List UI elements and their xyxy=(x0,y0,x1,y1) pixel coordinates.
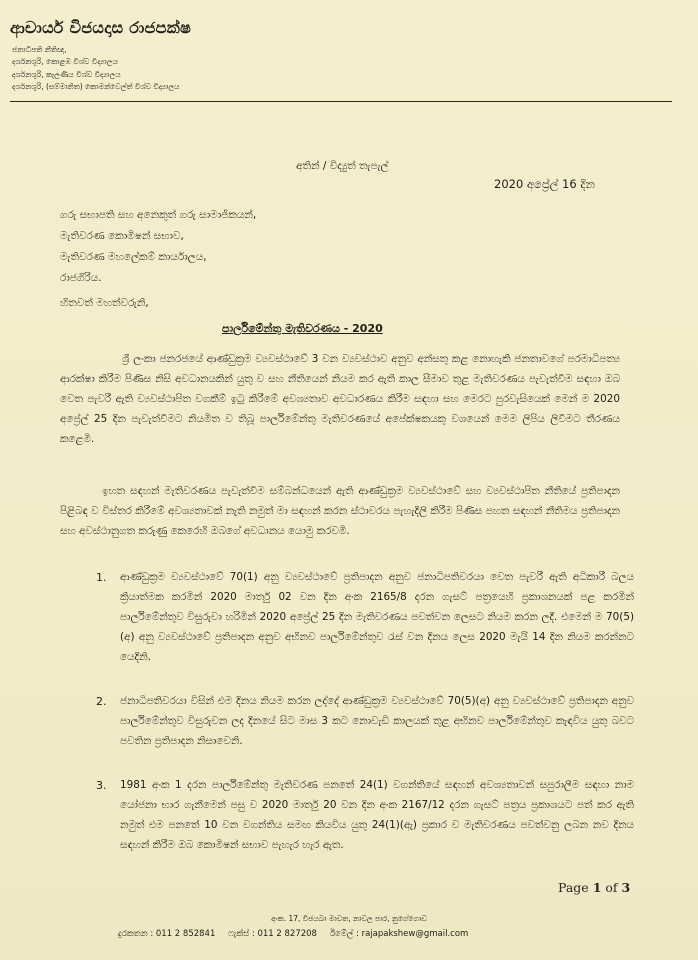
point-number: 2. xyxy=(96,695,107,708)
page-of-label: of xyxy=(605,880,618,895)
page-total: 3 xyxy=(621,880,631,895)
body-paragraph: ඉහත සඳහන් මැතිවරණය පැවැත්වීම සම්බන්ධයෙන් ඇති ආණ්ඩුක්‍රම ව්‍යවස්ථාවේ සහ ව්‍යවස්ථාපිත නීතියේ ප්‍රතිපාදන පිළිබඳ ව විස්තර කිරීමේ අවශ්‍යතාවක් නැති නමුත් මා සඳහන් කරන ස්ථාවරය පැහැදිලි කිරීම පිණිස පහත සඳහන් නීතිමය ප්‍රතිපාදන සහ අවස්ථානුගත කරුණු කෙරෙහි ඔබගේ අවධානය යොමු කරවමි. xyxy=(60,485,620,537)
point-text: 1981 අංක 1 දරන පාර්ලිමේන්තු මැතිවරණ පනතේ 24(1) වගන්තියේ සඳහන් අවශ්‍යතාවන් සපුරාලීම සඳහා නාම යෝජනා භාර ගැනීමෙන් පසු ව 2020 මාර්තු 20 වන දින අංක 2167/12 දරන ගැසට් පත්‍රය ප්‍රකාශයට පත් කර ඇති නමුත් එම පනතේ 10 වන වගන්තිය සමඟ කියවිය යුතු 24(1)(ඇ) ප්‍රකාර ව මැතිවරණය පවත්වනු ලබන නව දිනය සඳහන් කිරීම ඔබ කොමිෂන් සභාව පැහැර හැර ඇත. xyxy=(120,779,634,851)
letterhead-divider xyxy=(10,101,672,102)
salutation: හිතවත් මහත්වරුනි, xyxy=(60,297,149,309)
letterhead-titles xyxy=(12,44,179,94)
subject-heading: පාර්ලිමේන්තු මැතිවරණය - 2020 xyxy=(222,322,383,335)
footer-email: ඊමේල් : rajapakshew@gmail.com xyxy=(329,929,469,939)
point-text: ජනාධිපතිවරයා විසින් එම දිනය නියම කරන ලද්දේ ආණ්ඩුක්‍රම ව්‍යවස්ථාවේ 70(5)(අ) අනු ව්‍යවස්ථාවේ ප්‍රතිපාදන අනුව පාර්ලිමේන්තුව විසුරුවන ලද දිනයේ සිට මාස 3 කට නොවැඩි කාලයක් තුළ අභිනව පාර්ලිමේන්තුව කැඳවිය යුතු බවට පවතින ප්‍රතිපාදන නිසාවෙනි. xyxy=(120,695,634,747)
footer-address: අංක. 17, විජයබා මාවත, නාවල පාර, නුගේගොඩ xyxy=(271,914,427,923)
footer-contacts xyxy=(118,929,478,939)
recipient-line: රාජගිරිය. xyxy=(60,272,102,284)
point-text: ආණ්ඩුක්‍රම ව්‍යවස්ථාවේ 70(1) අනු ව්‍යවස්ථාවේ ප්‍රතිපාදන අනුව ජනාධිපතිවරයා වෙත පැවරී ඇති අධිකාරී බලය ක්‍රියාත්මක කරමින් 2020 මාර්තු 02 වන දින අංක 2165/8 දරන ගැසට් පත්‍රයෙහි ප්‍රකාශනයක් පළ කරමින් පාර්ලිමේන්තුව විසුරුවා හරිමින් 2020 අප්‍රේල් 25 දින මැතිවරණය පවත්වන ලෙසට නියම කරන ලදී. එමෙන් ම 70(5)(අ) අනු ව්‍යවස්ථාවේ ප්‍රතිපාදන අනුව අභිනව පාර්ලිමේන්තුව රැස් වන දිනය ලෙස 2020 මැයි 14 දින නියම කරන්නට යෙදිනි. xyxy=(120,571,634,663)
footer-fax: ෆැක්ස් : 011 2 827208 xyxy=(228,929,317,939)
recipient-line: මැතිවරණ කොමිෂන් සභාව, xyxy=(60,230,184,242)
letterhead-title: ජනාධිපති නීතිඥ, xyxy=(12,45,67,54)
recipient-line: මැතිවරණ මහලේකම් කාර්යාලය, xyxy=(60,251,207,263)
recipient-line: ගරු සභාපති සහ අනෙකුත් ගරු සාමාජිකයන්, xyxy=(60,209,257,221)
letterhead-title: දර්ශනශූරි, (සම්මානිත) කොමන්වෙල්ත් විශ්ව විද්‍යාලය xyxy=(12,82,180,92)
letterhead-title: දර්ශනශූරි, කැලණිය විශ්ව විද්‍යාලය xyxy=(12,69,121,79)
body-paragraph: ශ්‍රී ලංකා ජනරජයේ ආණ්ඩුක්‍රම ව්‍යවස්ථාවේ 3 වන ව්‍යවස්ථාව අනුව අන්සතු කළ නොහැකි ජනතාවගේ පරමාධිපත්‍ය ආරක්ෂා කිරීම පිණිස නිසි අවධානයකින් යුතු ව සහ නීතියෙන් නියම කර ඇති කාල සීමාව තුළ මැතිවරණය පැවැත්වීම සඳහා ඔබ වෙත පැවරී ඇති ව්‍යවස්ථාපිත වගකීම් ඉටු කිරීමේ අවශ්‍යතාව අවධාරණය කිරීම සඳහා සහ මෙරට පුරවැසියෙක් මෙන් ම 2020 අප්‍රේල් 25 දින පැවැත්වීමට නියමිත ව තිබූ පාර්ලිමේන්තු මැතිවරණයේ අපේක්ෂකයකු වශයෙන් මෙම ලිපිය ලිවීමට තීරණය කළෙමි. xyxy=(60,353,620,445)
letter-date: 2020 අප්‍රේල් 16 දින xyxy=(494,177,595,191)
page-number xyxy=(558,880,630,895)
letterhead-title: දර්ශනශූරි, කොළඹ විශ්ව විද්‍යාලය xyxy=(12,57,118,67)
point-number: 1. xyxy=(96,571,107,584)
recipient-address xyxy=(60,205,256,289)
point-number: 3. xyxy=(96,779,107,792)
footer-phone: දුරකතන : 011 2 852841 xyxy=(118,929,216,939)
letterhead-name: ආචාර්ය විජයදාස රාජපක්ෂ xyxy=(10,18,192,37)
page-current: 1 xyxy=(592,880,602,895)
delivery-method: අතින් / විද්‍යුත් තැපැල් xyxy=(296,160,389,172)
page-label: Page xyxy=(558,880,589,895)
